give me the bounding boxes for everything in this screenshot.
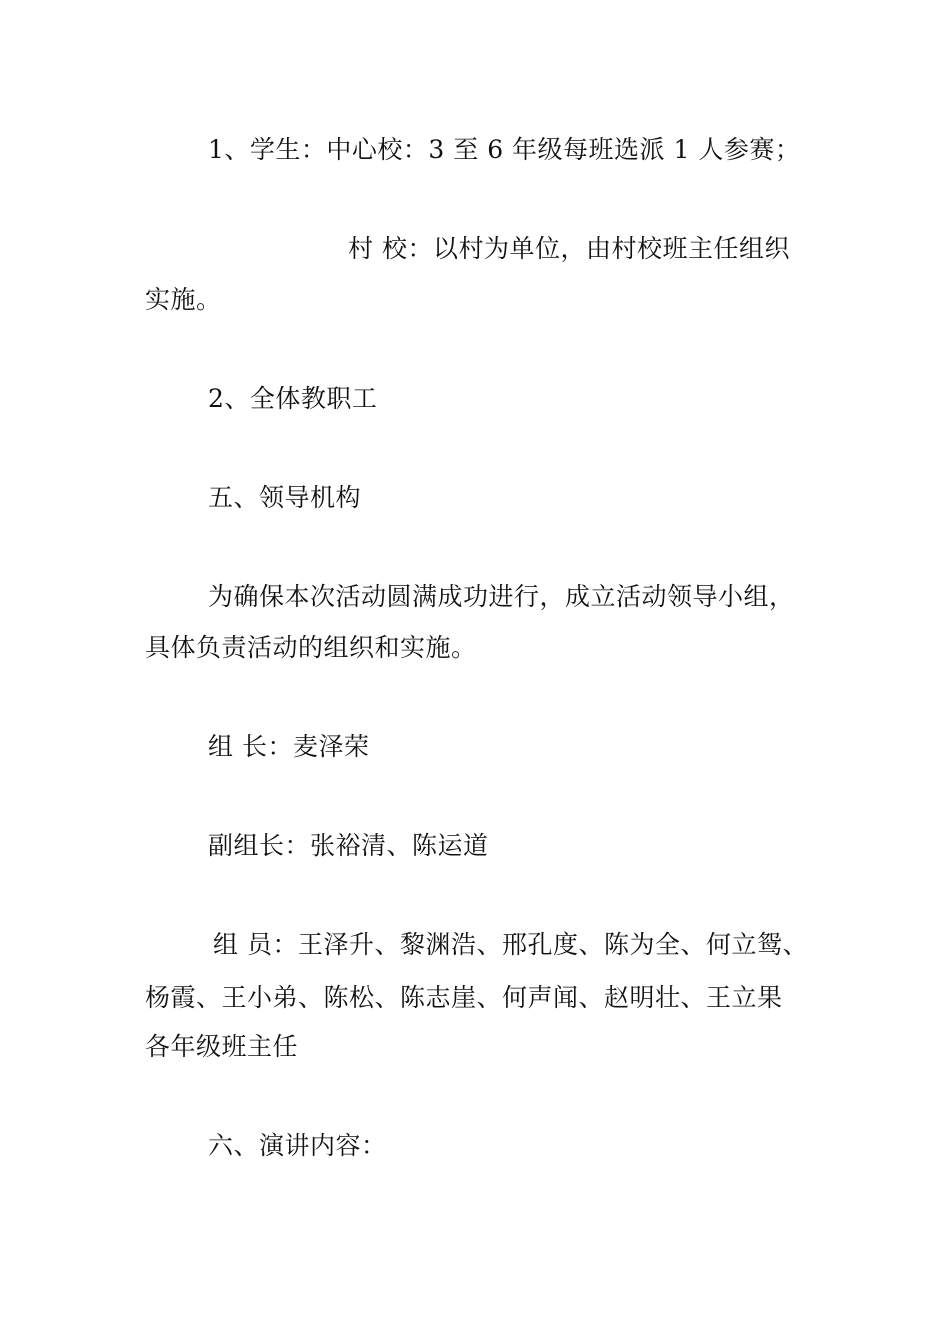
paragraph-leadership: 为确保本次活动圆满成功进行，成立活动领导小组， [208, 582, 795, 611]
leader-line: 组 长：麦泽荣 [208, 732, 370, 761]
deputy-leader-line: 副组长：张裕清、陈运道 [208, 831, 489, 860]
paragraph-leadership-cont: 具体负责活动的组织和实施。 [145, 633, 477, 662]
item-village-school: 村 校：以村为单位，由村校班主任组织 [348, 234, 790, 263]
item-students: 1、学生：中心校：3 至 6 年级每班选派 1 人参赛； [208, 135, 801, 164]
item-village-school-cont: 实施。 [145, 285, 222, 314]
item-staff: 2、全体教职工 [208, 384, 378, 413]
members-line: 组 员：王泽升、黎渊浩、邢孔度、陈为全、何立鸳、 [213, 930, 808, 959]
section-heading-leadership: 五、领导机构 [208, 483, 362, 512]
members-line-cont: 杨霞、王小弟、陈松、陈志崖、何声闻、赵明壮、王立果 [145, 983, 783, 1012]
section-heading-speech: 六、演讲内容： [208, 1131, 387, 1160]
members-line-cont-2: 各年级班主任 [145, 1032, 299, 1061]
